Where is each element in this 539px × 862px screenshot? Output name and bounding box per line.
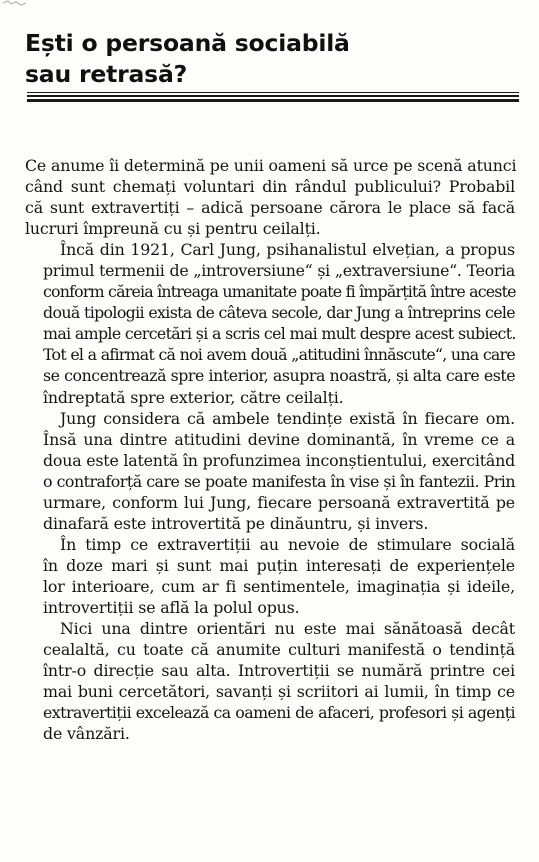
text-line: lor interioare, cum ar fi sentimentele, imaginația și ideile, [43, 576, 515, 596]
text-line: primul termenii de „introversiune“ și „extraversiune“. Teoria [43, 261, 515, 281]
text-line: urmare, conform lui Jung, fiecare persoană extravertită pe [43, 492, 515, 512]
text-line: Nici una dintre orientări nu este mai sănătoasă decât [60, 619, 515, 639]
paragraph [25, 618, 515, 744]
text-line: două tipologii exista de câteva secole, dar Jung a întreprins cele [43, 303, 515, 323]
paragraph [25, 155, 515, 239]
text-line: că sunt extravertiți – adică persoane cărora le place să facă [25, 198, 515, 218]
text-line: În timp ce extravertiții au nevoie de stimulare socială [60, 534, 515, 554]
text-line: Tot el a afirmat că noi avem două „atitudini înnăscute“, una care [43, 345, 515, 365]
paragraph [25, 534, 515, 618]
article-body [25, 155, 515, 744]
text-line: Încă din 1921, Carl Jung, psihanalistul elvețian, a propus [60, 240, 515, 260]
scan-speckle-mark [2, 0, 32, 12]
title-rule-thick [27, 99, 519, 102]
text-line: când sunt chemați voluntari din rândul publicului? Probabil [25, 177, 515, 197]
text-line: de vânzări. [43, 724, 130, 744]
text-line: extravertiții excelează ca oameni de afaceri, profesori și agenți [43, 703, 515, 723]
text-line: Ce anume îi determină pe unii oameni să urce pe scenă atunci [25, 156, 517, 175]
text-line: doua este latentă în profunzimea inconștientului, exercitând [43, 450, 516, 470]
text-line: mai ample cercetări și a scris cel mai mult despre acest subiect. [43, 324, 516, 344]
title-line: Ești o persoană sociabilă [25, 29, 350, 57]
text-line: lucruri împreună cu și pentru ceilalți. [25, 219, 321, 239]
title-line: sau retrasă? [25, 60, 188, 88]
paragraph [25, 239, 515, 407]
text-line: îndreptată spre exterior, către ceilalți. [43, 387, 344, 407]
page-title [25, 28, 505, 90]
text-line: în doze mari și sunt mai puțin interesați de experiențele [43, 555, 515, 575]
title-rule-medium [27, 95, 519, 97]
text-line: cealaltă, cu toate că anumite culturi manifestă o tendință [43, 640, 515, 660]
text-line: Însă una dintre atitudini devine dominantă, în vreme ce a [43, 429, 515, 449]
text-line: dinafară este introvertită pe dinăuntru, și invers. [43, 513, 429, 533]
text-line: introvertiții se află la polul opus. [43, 597, 300, 617]
paragraph [25, 408, 515, 534]
title-rule-thin [27, 92, 519, 93]
text-line: conform căreia întreaga umanitate poate fi împărțită între aceste [43, 282, 516, 302]
text-line: într-o direcție sau alta. Introvertiții se numără printre cei [43, 661, 515, 681]
text-line: mai buni cercetători, savanți și scriitori ai lumii, în timp ce [43, 682, 515, 702]
text-line: Jung considera că ambele tendințe există în fiecare om. [60, 408, 515, 428]
text-line: o contraforță care se poate manifesta în vise și în fantezii. Prin [43, 471, 515, 491]
text-line: se concentrează spre interior, asupra noastră, și alta care este [43, 366, 516, 386]
